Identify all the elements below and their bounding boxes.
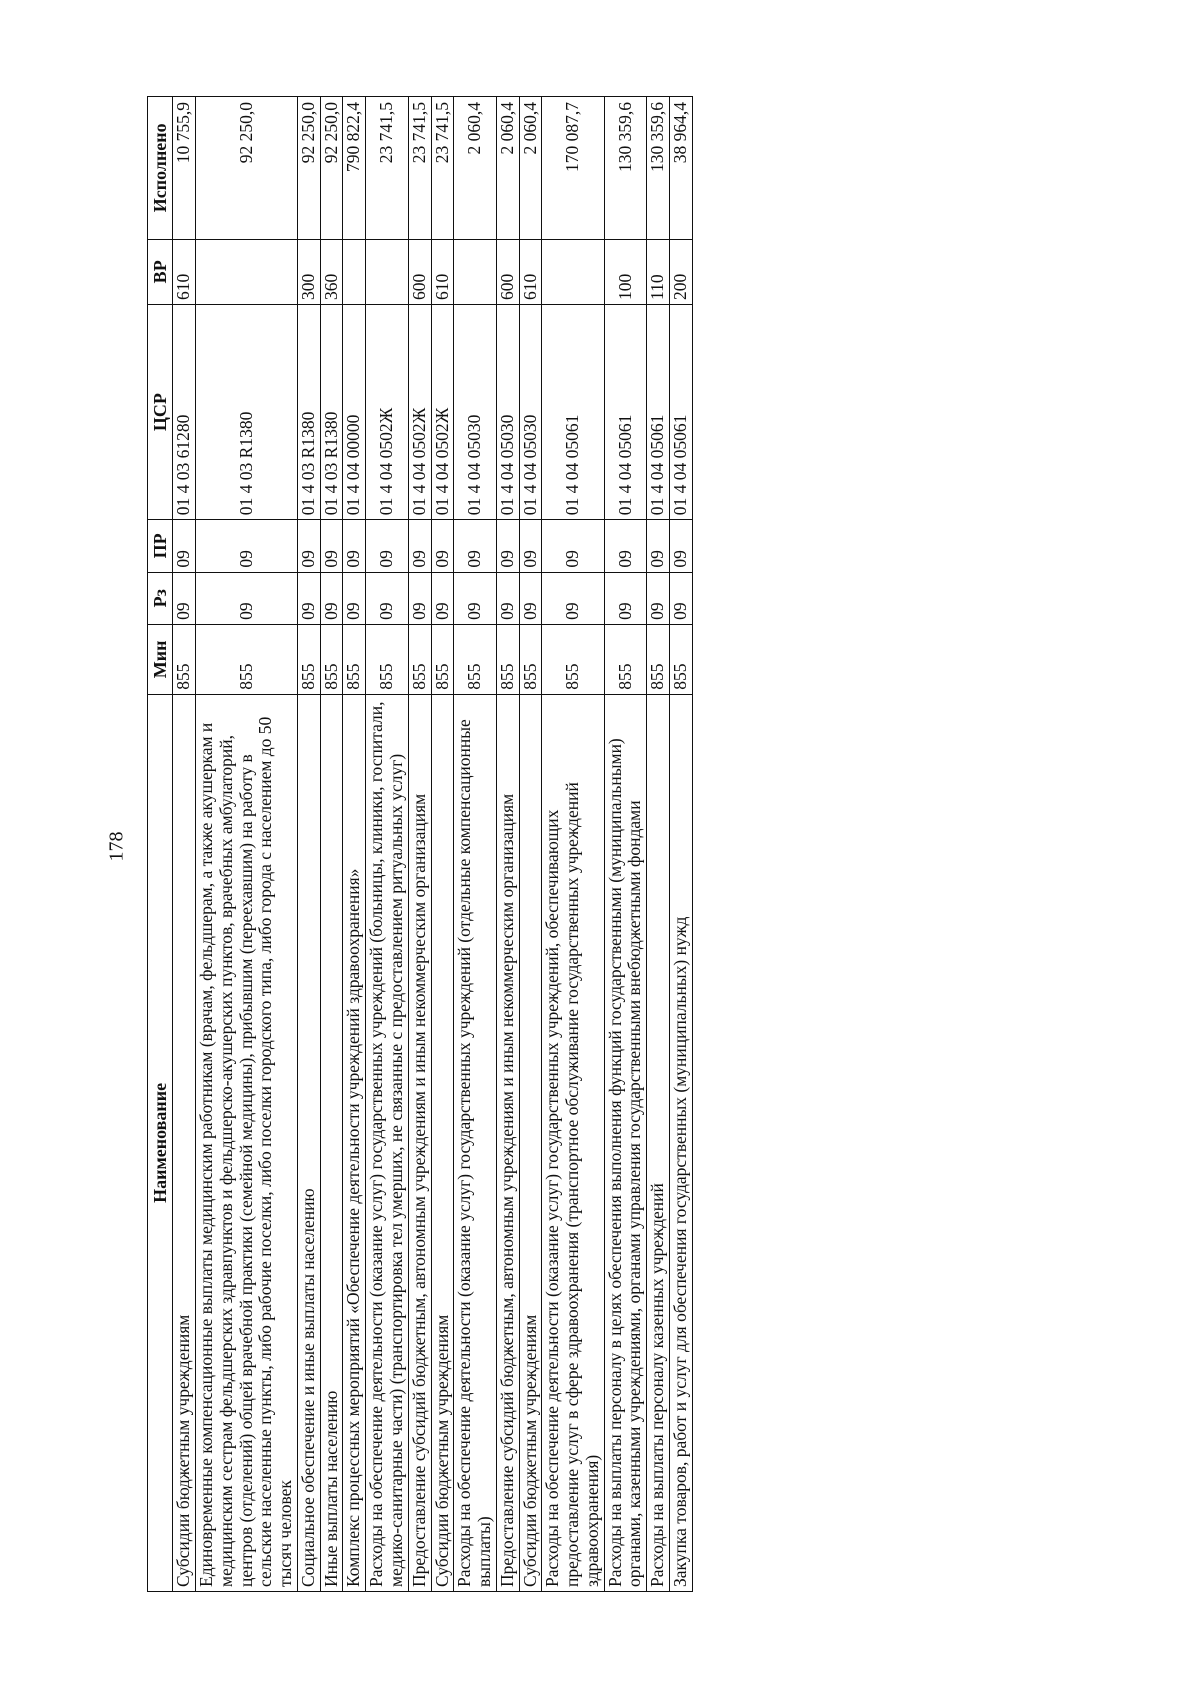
cell-name: Субсидии бюджетным учреждениям bbox=[431, 694, 454, 1591]
table-row bbox=[604, 97, 647, 1592]
cell-name: Субсидии бюджетным учреждениям bbox=[173, 694, 196, 1591]
table-row bbox=[343, 97, 366, 1592]
cell-rz: 09 bbox=[173, 572, 196, 624]
cell-name: Расходы на выплаты персоналу казенных учреждений bbox=[647, 694, 670, 1591]
table-body bbox=[173, 97, 692, 1592]
cell-pr: 09 bbox=[431, 520, 454, 572]
cell-pr: 09 bbox=[647, 520, 670, 572]
cell-pr: 09 bbox=[297, 520, 320, 572]
cell-name: Закупка товаров, работ и услуг для обеспечения государственных (муниципальных) нужд bbox=[669, 694, 692, 1591]
cell-min: 855 bbox=[320, 624, 343, 694]
table-row bbox=[297, 97, 320, 1592]
cell-csr: 01 4 03 61280 bbox=[173, 305, 196, 520]
header-executed: Исполнено bbox=[148, 97, 173, 240]
cell-pr: 09 bbox=[196, 520, 298, 572]
cell-pr: 09 bbox=[454, 520, 497, 572]
cell-rz: 09 bbox=[669, 572, 692, 624]
cell-csr: 01 4 04 0502Ж bbox=[431, 305, 454, 520]
table-row bbox=[454, 97, 497, 1592]
cell-vr bbox=[196, 239, 298, 304]
cell-min: 855 bbox=[454, 624, 497, 694]
table-row bbox=[408, 97, 431, 1592]
cell-csr: 01 4 03 R1380 bbox=[320, 305, 343, 520]
table-row bbox=[366, 97, 409, 1592]
cell-rz: 09 bbox=[196, 572, 298, 624]
cell-name: Расходы на обеспечение деятельности (оказание услуг) государственных учреждений, обеспечивающих предоставление услуг в сфере здравоохранения (транспортное обслуживание государственных учреждений здравоохранения) bbox=[542, 694, 604, 1591]
cell-csr: 01 4 04 05030 bbox=[519, 305, 542, 520]
cell-vr bbox=[366, 239, 409, 304]
cell-executed: 23 741,5 bbox=[366, 97, 409, 240]
cell-name: Комплекс процессных мероприятий «Обеспечение деятельности учреждений здравоохранения» bbox=[343, 694, 366, 1591]
cell-min: 855 bbox=[542, 624, 604, 694]
cell-min: 855 bbox=[196, 624, 298, 694]
cell-csr: 01 4 03 R1380 bbox=[297, 305, 320, 520]
table-row bbox=[519, 97, 542, 1592]
cell-vr: 610 bbox=[519, 239, 542, 304]
cell-executed: 23 741,5 bbox=[408, 97, 431, 240]
cell-name: Предоставление субсидий бюджетным, автономным учреждениям и иным некоммерческим организациям bbox=[408, 694, 431, 1591]
cell-executed: 130 359,6 bbox=[604, 97, 647, 240]
cell-csr: 01 4 04 0502Ж bbox=[408, 305, 431, 520]
cell-csr: 01 4 04 05061 bbox=[669, 305, 692, 520]
table-row bbox=[647, 97, 670, 1592]
cell-min: 855 bbox=[519, 624, 542, 694]
cell-pr: 09 bbox=[669, 520, 692, 572]
cell-name: Расходы на обеспечение деятельности (оказание услуг) государственных учреждений (больницы, клиники, госпитали, медико-санитарные части) (транспортировка тел умерших, не связанные с предоставлением ритуальных услуг) bbox=[366, 694, 409, 1591]
cell-rz: 09 bbox=[408, 572, 431, 624]
table-row bbox=[320, 97, 343, 1592]
cell-pr: 09 bbox=[366, 520, 409, 572]
cell-executed: 92 250,0 bbox=[320, 97, 343, 240]
cell-executed: 23 741,5 bbox=[431, 97, 454, 240]
cell-rz: 09 bbox=[366, 572, 409, 624]
cell-executed: 2 060,4 bbox=[519, 97, 542, 240]
cell-min: 855 bbox=[604, 624, 647, 694]
cell-name: Иные выплаты населению bbox=[320, 694, 343, 1591]
cell-min: 855 bbox=[669, 624, 692, 694]
budget-table bbox=[147, 96, 693, 1592]
header-pr: ПР bbox=[148, 520, 173, 572]
header-min: Мин bbox=[148, 624, 173, 694]
cell-min: 855 bbox=[408, 624, 431, 694]
cell-rz: 09 bbox=[320, 572, 343, 624]
cell-rz: 09 bbox=[496, 572, 519, 624]
cell-vr bbox=[542, 239, 604, 304]
table-row bbox=[496, 97, 519, 1592]
cell-name: Расходы на обеспечение деятельности (оказание услуг) государственных учреждений (отдельные компенсационные выплаты) bbox=[454, 694, 497, 1591]
table-header-row bbox=[148, 97, 173, 1592]
cell-pr: 09 bbox=[343, 520, 366, 572]
cell-rz: 09 bbox=[297, 572, 320, 624]
header-csr: ЦСР bbox=[148, 305, 173, 520]
cell-vr: 200 bbox=[669, 239, 692, 304]
cell-vr: 610 bbox=[173, 239, 196, 304]
cell-vr: 360 bbox=[320, 239, 343, 304]
cell-rz: 09 bbox=[454, 572, 497, 624]
cell-min: 855 bbox=[173, 624, 196, 694]
cell-pr: 09 bbox=[604, 520, 647, 572]
cell-executed: 790 822,4 bbox=[343, 97, 366, 240]
cell-min: 855 bbox=[431, 624, 454, 694]
cell-csr: 01 4 03 R1380 bbox=[196, 305, 298, 520]
header-vr: ВР bbox=[148, 239, 173, 304]
cell-min: 855 bbox=[496, 624, 519, 694]
cell-executed: 170 087,7 bbox=[542, 97, 604, 240]
cell-name: Единовременные компенсационные выплаты медицинским работникам (врачам, фельдшерам, а также акушеркам и медицинским сестрам фельдшерских здравпунктов и фельдшерско-акушерских пунктов, врачебных амбулаторий, центров (отделений) общей врачебной практики (семейной медицины), прибывшим (переехавшим) на работу в сельские населенные пункты, либо рабочие поселки, либо поселки городского типа, либо города с населением до 50 тысяч человек bbox=[196, 694, 298, 1591]
table-row bbox=[431, 97, 454, 1592]
table-row bbox=[173, 97, 196, 1592]
cell-min: 855 bbox=[297, 624, 320, 694]
cell-pr: 09 bbox=[320, 520, 343, 572]
header-name: Наименование bbox=[148, 694, 173, 1591]
cell-vr: 600 bbox=[408, 239, 431, 304]
cell-rz: 09 bbox=[647, 572, 670, 624]
cell-executed: 92 250,0 bbox=[196, 97, 298, 240]
cell-pr: 09 bbox=[519, 520, 542, 572]
cell-executed: 2 060,4 bbox=[496, 97, 519, 240]
rotated-page-content bbox=[147, 96, 1147, 1592]
cell-rz: 09 bbox=[519, 572, 542, 624]
cell-name: Социальное обеспечение и иные выплаты населению bbox=[297, 694, 320, 1591]
cell-vr: 300 bbox=[297, 239, 320, 304]
cell-executed: 10 755,9 bbox=[173, 97, 196, 240]
cell-rz: 09 bbox=[431, 572, 454, 624]
cell-pr: 09 bbox=[173, 520, 196, 572]
table-row bbox=[196, 97, 298, 1592]
cell-min: 855 bbox=[647, 624, 670, 694]
cell-rz: 09 bbox=[542, 572, 604, 624]
cell-name: Предоставление субсидий бюджетным, автономным учреждениям и иным некоммерческим организациям bbox=[496, 694, 519, 1591]
cell-name: Субсидии бюджетным учреждениям bbox=[519, 694, 542, 1591]
cell-vr: 100 bbox=[604, 239, 647, 304]
cell-csr: 01 4 04 05061 bbox=[604, 305, 647, 520]
cell-csr: 01 4 04 05030 bbox=[496, 305, 519, 520]
header-rz: Рз bbox=[148, 572, 173, 624]
cell-vr bbox=[343, 239, 366, 304]
cell-executed: 38 964,4 bbox=[669, 97, 692, 240]
cell-pr: 09 bbox=[542, 520, 604, 572]
cell-csr: 01 4 04 05030 bbox=[454, 305, 497, 520]
cell-min: 855 bbox=[343, 624, 366, 694]
cell-executed: 130 359,6 bbox=[647, 97, 670, 240]
cell-csr: 01 4 04 05061 bbox=[647, 305, 670, 520]
cell-vr: 600 bbox=[496, 239, 519, 304]
cell-csr: 01 4 04 0502Ж bbox=[366, 305, 409, 520]
cell-csr: 01 4 04 00000 bbox=[343, 305, 366, 520]
page-number: 178 bbox=[105, 831, 128, 862]
cell-pr: 09 bbox=[496, 520, 519, 572]
cell-vr bbox=[454, 239, 497, 304]
cell-min: 855 bbox=[366, 624, 409, 694]
cell-vr: 610 bbox=[431, 239, 454, 304]
cell-pr: 09 bbox=[408, 520, 431, 572]
cell-rz: 09 bbox=[343, 572, 366, 624]
cell-name: Расходы на выплаты персоналу в целях обеспечения выполнения функций государственными (муниципальными) органами, казенными учреждениями, органами управления государственными внебюджетными фондами bbox=[604, 694, 647, 1591]
table-row bbox=[542, 97, 604, 1592]
cell-csr: 01 4 04 05061 bbox=[542, 305, 604, 520]
cell-executed: 92 250,0 bbox=[297, 97, 320, 240]
cell-rz: 09 bbox=[604, 572, 647, 624]
table-row bbox=[669, 97, 692, 1592]
cell-vr: 110 bbox=[647, 239, 670, 304]
cell-executed: 2 060,4 bbox=[454, 97, 497, 240]
